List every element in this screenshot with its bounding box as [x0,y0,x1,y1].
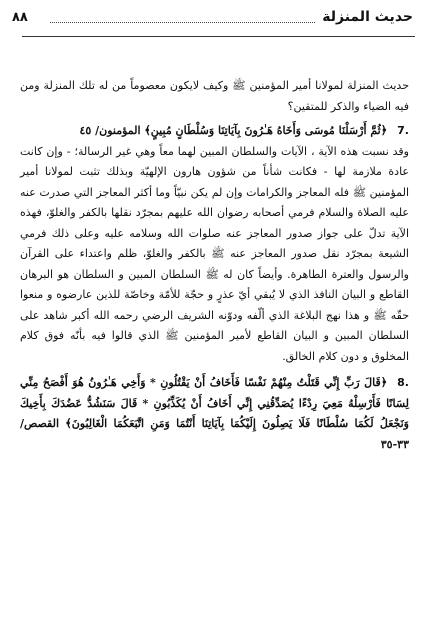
quran-verse-7 [20,121,409,142]
header-dotted-leader [50,22,315,23]
page-body [20,76,409,455]
quran-verse-8 [20,373,409,455]
verse-text: ﴿قَالَ رَبِّ إِنِّي قَتَلْتُ مِنْهُمْ نَفْسًا فَأَخَافُ أَنْ يَقْتُلُونِ * وَأَخِي هَـٰرُونُ هُوَ أَفْصَحُ مِنِّي لِسَانًا فَأَرْسِلْهُ مَعِيَ رِدْءًا يُصَدِّقُنِي إِنِّي أَخَافُ أَنْ يُكَذِّبُونِ * قَالَ سَنَشُدُّ عَضُدَكَ بِأَخِيكَ وَنَجْعَلُ لَكُمَا سُلْطَانًا فَلَا يَصِلُونَ إِلَيْكُمَا بِآيَاتِنَا أَنْتُمَا وَمَنِ اتَّبَعَكُمَا الْغَالِبُونَ﴾ القصص/ ٣٣-٣٥ [20,376,409,451]
running-title: حديث المنزلة [322,9,413,25]
item-number: 7. [397,124,409,137]
commentary-paragraph: وقد نسبت هذه الآية ، الآيات والسلطان المبين لهما معاً وهي غير الرسالة؛ - وإن كانت عادة ملازمة لها - فكانت شأناً من شؤون هارون الإلهيّة وبذلك تثبت لمولانا أمير المؤمنين ﷺ فله المعاجز والكرامات وإن لم يكن نبيّاً وما أكثر المعاجز التي صدرت عنه عليه الصلاة والسلام فرمي أصحابه رضوان الله عليهم بمجرّد نقلها بالكفر والغلوّ، فهذه الآية تدلّ على جواز صدور المعاجز عنه صلوات الله وسلامه عليه وعلى ذلك فرمي الشيعة بمجرّد نقل صدور المعاجز عنه ﷺ بالكفر والغلوّ، ظلم واعتداء على القرآن والرسول والعترة الطاهرة. وأيضاً كان له ﷺ السلطان المبين و السلطان هو البرهان القاطع و البيان النافذ الذي لا يُبقي أيّ عذرٍ و حجّة للأمّة وخاصّة للذين عارضوه و منعوا حقّه ﷺ و هذا نهج البلاغة الذي ألّفه ودوّنه الشريف الرضي رحمه الله أكبر شاهد على السلطان المبين و البيان القاطع لأمير المؤمنين ﷺ الذي قالوا فيه بأنّه فوق كلام المخلوق و دون كلام الخالق. [20,144,409,363]
item-number: 8. [397,376,409,389]
verse-text: ﴿ثُمَّ أَرْسَلْنَا مُوسَى وَأَخَاهُ هَـٰرُونَ بِآيَاتِنَا وَسُلْطَانٍ مُبِينٍ﴾ المؤمنون/ ٤٥ [79,124,388,137]
page-header [12,8,413,30]
page-number: ٨٨ [12,10,28,25]
header-rule [22,36,415,37]
paragraph-continuation: حديث المنزلة لمولانا أمير المؤمنين ﷺ وكيف لايكون معصوماً من له تلك المنزلة ومن فيه الضياء والذكر للمتقين؟ [20,79,409,113]
